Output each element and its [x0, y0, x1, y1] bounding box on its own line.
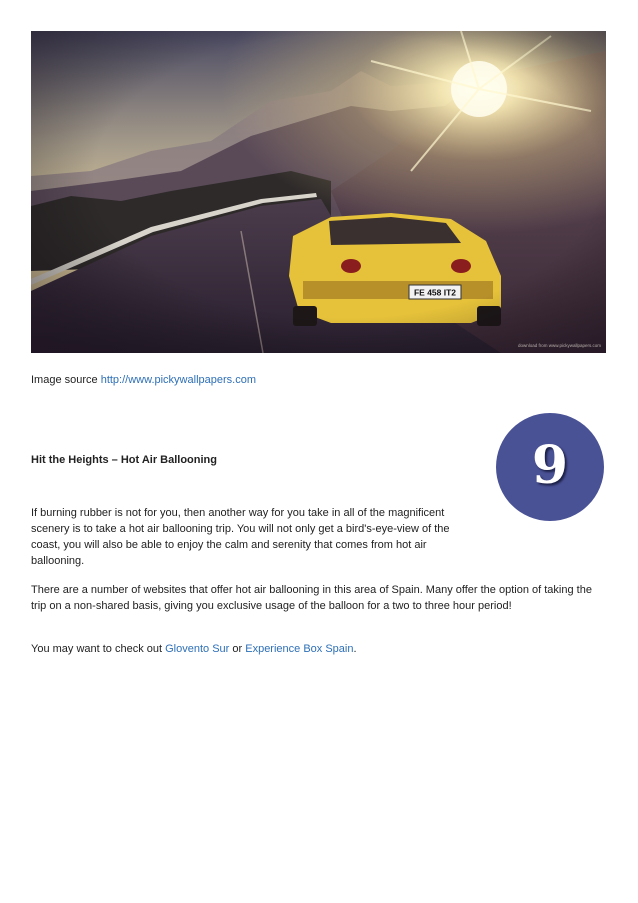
car-road-illustration — [31, 31, 606, 353]
section-number: 9 — [531, 434, 569, 496]
paragraph-1: If burning rubber is not for you, then another way for you take in all of the magnificent scenery is to take a hot air ballooning trip. You will not only get a bird's-eye-view of the coast, you will also be able to enjoy the calm and serenity that comes from hot air ballooning. — [31, 507, 450, 567]
image-caption — [31, 374, 256, 386]
section-heading: Hit the Heights – Hot Air Ballooning — [31, 454, 217, 466]
hero-photo — [31, 31, 606, 353]
experience-box-spain-link[interactable]: Experience Box Spain — [245, 643, 354, 655]
glovento-sur-link[interactable]: Glovento Sur — [165, 643, 230, 655]
caption-prefix: Image source — [31, 374, 101, 386]
paragraph-3-prefix: You may want to check out — [31, 643, 166, 655]
section-number-badge — [496, 413, 604, 521]
paragraph-3-mid: or — [229, 643, 246, 655]
paragraph-2: There are a number of websites that offer hot air ballooning in this area of Spain. Many offer the option of taking the trip on a non-shared basis, giving you exclusive usage of the balloon for a two to three hour period! — [31, 584, 592, 612]
paragraph-3 — [31, 641, 607, 657]
image-source-link[interactable]: http://www.pickywallpapers.com — [100, 374, 256, 386]
watermark: download from www.pickywallpapers.com — [517, 343, 601, 348]
paragraph-3-suffix: . — [353, 643, 357, 655]
